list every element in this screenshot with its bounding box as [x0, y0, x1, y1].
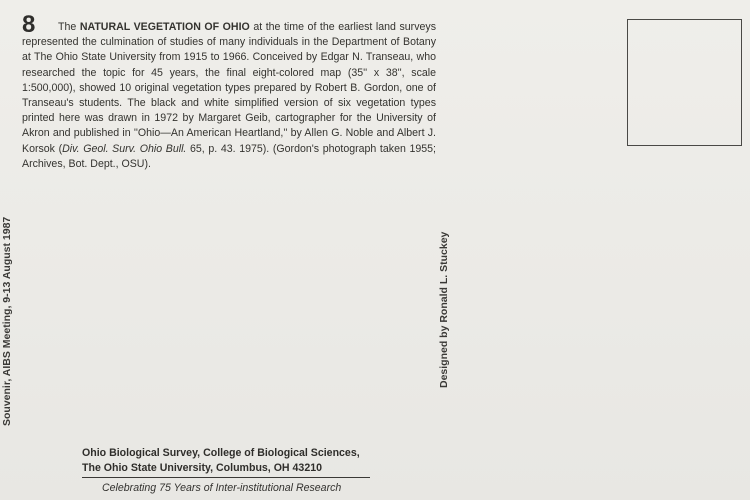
publisher-line-2: The Ohio State University, Columbus, OH 43210: [82, 462, 322, 474]
souvenir-label: Souvenir, AIBS Meeting, 9-13 August 1987: [1, 216, 13, 426]
description-body-end: 65, p. 43. 1975). (Gordon's photograph taken 1955; Archives, Bot. Dept., OSU).: [22, 142, 436, 170]
designer-credit: Designed by Ronald L. Stuckey: [438, 231, 450, 388]
publisher-block: [82, 446, 360, 476]
description-citation: Div. Geol. Surv. Ohio Bull.: [62, 142, 187, 155]
description-paragraph: [22, 20, 436, 172]
stamp-box: [627, 19, 742, 146]
description-title: NATURAL VEGETATION OF OHIO: [79, 21, 250, 33]
description-body: at the time of the earliest land surveys represented the culmination of studies of many individuals in the Department of Botany at The Ohio State University from 1915 to 1966. Conceived by Edgar N. Transeau, who researched the topic for 45 years, the final eight-colored map (35'' x 38'', scale 1:500,000), showed 10 original vegetation types prepared by Robert B. Gordon, one of Transeau's students. The black and white simplified version of six vegetation types printed here was drawn in 1972 by Margaret Geib, cartographer for the University of Akron and published in ''Ohio—An American Heartland,'' by Allen G. Noble and Albert J. Korsok (: [22, 21, 436, 155]
divider-line: [82, 477, 370, 478]
description-lead: The: [58, 21, 80, 33]
publisher-line-1: Ohio Biological Survey, College of Biological Sciences,: [82, 447, 360, 459]
tagline: Celebrating 75 Years of Inter-institutional Research: [102, 482, 342, 494]
card-number: 8: [22, 11, 36, 38]
